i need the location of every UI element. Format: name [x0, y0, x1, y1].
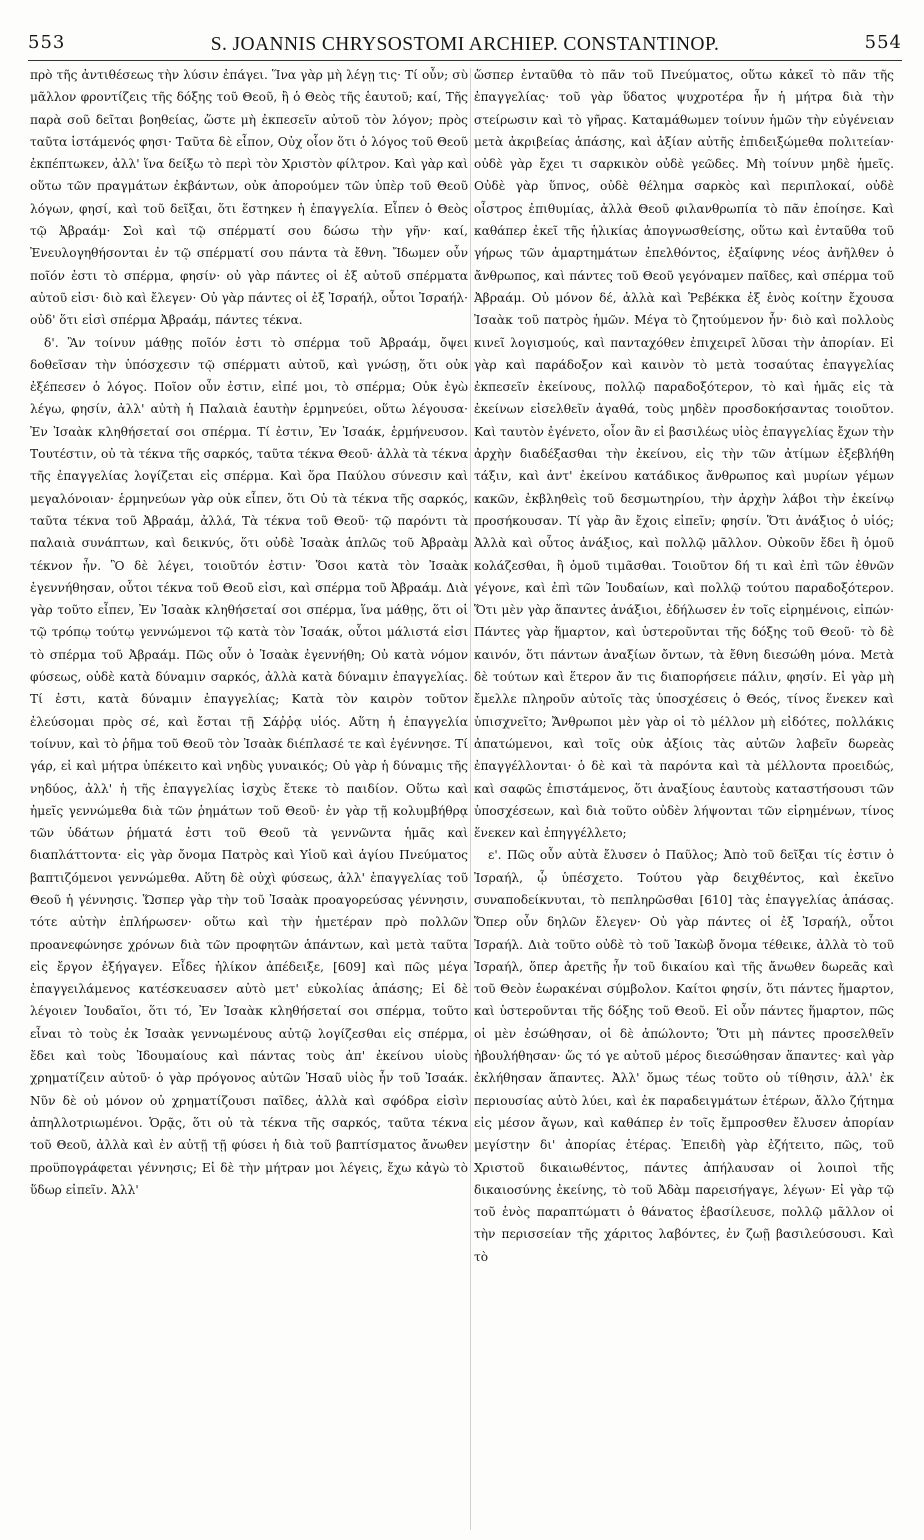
column-divider [470, 68, 471, 1530]
page-number-right: 554 [864, 32, 902, 53]
page-number-left: 553 [28, 32, 66, 53]
left-column [30, 64, 468, 1536]
left-paragraph-1: πρὸ τῆς ἀντιθέσεως τὴν λύσιν ἐπάγει. Ἵνα γὰρ μὴ λέγῃ τις· Τί οὖν; σὺ μᾶλλον φροντίζεις τῆς δόξης τοῦ Θεοῦ, ἢ ὁ Θεὸς τῆς ἑαυτοῦ; καί, Τῆς παρὰ σοῦ δεῖται βοηθείας, ὥστε μὴ ἐκπεσεῖν αὐτοῦ τὸν λόγον; πρὸς ταῦτα ἱστάμενός φησι· Ταῦτα δὲ εἶπον, Οὐχ οἷον ὅτι ὁ λόγος τοῦ Θεοῦ ἐκπέπτωκεν, ἀλλ' ἵνα δείξω τὸ περὶ τὸν Χριστὸν φίλτρον. Καὶ γὰρ καὶ οὕτω τῶν πραγμάτων ἐκβάντων, οὐκ ἀπορούμεν τῶν ὑπὲρ τοῦ Θεοῦ λόγων, φησί, καὶ τοῦ δεῖξαι, ὅτι ἕστηκεν ἡ ἐπαγγελία. Εἶπεν ὁ Θεὸς τῷ Ἀβραάμ· Σοὶ καὶ τῷ σπέρματί σου δώσω τὴν γῆν· καί, Ἐνευλογηθήσονται ἐν τῷ σπέρματί σου πάντα τὰ ἔθνη. Ἴδωμεν οὖν ποῖόν ἐστι τὸ σπέρμα, φησίν· οὐ γὰρ πάντες οἱ ἐξ αὐτοῦ σπέρματα αὐτοῦ εἰσι· διὸ καὶ ἔλεγεν· Οὐ γὰρ πάντες οἱ ἐξ Ἰσραήλ, οὗτοι Ἰσραήλ· οὐδ' ὅτι εἰσὶ σπέρμα Ἀβραάμ, πάντες τέκνα. [30, 68, 468, 328]
running-title: S. JOANNIS CHRYSOSTOMI ARCHIEP. CONSTANTINOP. [210, 34, 720, 55]
right-paragraph-1: ὥσπερ ἐνταῦθα τὸ πᾶν τοῦ Πνεύματος, οὕτω κἀκεῖ τὸ πᾶν τῆς ἐπαγγελίας· τοῦ γὰρ ὕδατος ψυχροτέρα ἦν ἡ μήτρα διὰ τὴν στείρωσιν καὶ τὸ γῆρας. Καταμάθωμεν τοίνυν ἡμῶν τὴν εὐγένειαν μετὰ ἀκριβείας ἁπάσης, καὶ ἀξίαν αὐτῆς ἐπιδειξώμεθα πολιτείαν· οὐδὲ γὰρ ἔχει τι σαρκικὸν οὐδὲ γεῶδες. Μὴ τοίνυν μηδὲ ἡμεῖς. Οὐδὲ γὰρ ὕπνος, οὐδὲ θέλημα σαρκὸς καὶ περιπλοκαί, οὐδὲ οἶστρος ἐπιθυμίας, ἀλλὰ Θεοῦ φιλανθρωπία τὸ πᾶν ἐποίησε. Καὶ καθάπερ ἐκεῖ τῆς ἡλικίας ἀπογνωσθείσης, οὕτω καὶ ἐνταῦθα τοῦ γήρως τῶν ἁμαρτημάτων ἐπελθόντος, ἐξαίφνης νέος ἀνῆλθεν ὁ ἄνθρωπος, καὶ πάντες τοῦ Θεοῦ γεγόναμεν παῖδες, καὶ σπέρμα τοῦ Ἀβραάμ. Οὐ μόνον δέ, ἀλλὰ καὶ Ῥεβέκκα ἐξ ἑνὸς κοίτην ἔχουσα Ἰσαὰκ τοῦ πατρὸς ἡμῶν. Μέγα τὸ ζητούμενον ἦν· διὸ καὶ πολλοὺς κινεῖ λογισμούς, καὶ πανταχόθεν ἐπιχειρεῖ λῦσαι τὴν ἀπορίαν. Εἰ γὰρ καὶ παράδοξον καὶ καινὸν τὸ μετὰ τοσαύτας ἐπαγγελίας ἐκπεσεῖν ἐκείνους, πολλῷ παραδοξότερον, τὸ καὶ ἡμᾶς εἰς τὰ ἐκείνων εἰσελθεῖν ἀγαθά, τοὺς μηδὲν προσδοκήσαντας τοιοῦτον. Καὶ ταυτὸν ἐγένετο, οἷον ἂν εἰ βασιλέως υἱὸς ἐπαγγελίας ἔχων τὴν ἀρχὴν διαδέξασθαι τὴν ἐκείνου, εἰς τὴν τῶν ἀτίμων ἐξεβλήθη τάξιν, καὶ ἀντ' ἐκείνου κατάδικος ἄνθρωπος καὶ μυρίων γέμων κακῶν, ἐκβληθεὶς τοῦ δεσμωτηρίου, τὴν ἀρχὴν λάβοι τὴν ἐκείνῳ προσήκουσαν. Τί γὰρ ἂν ἔχοις εἰπεῖν; φησίν. Ὅτι ἀνάξιος ὁ υἱός; Ἀλλὰ καὶ οὗτος ἀνάξιος, καὶ πολλῷ μᾶλλον. Οὐκοῦν ἔδει ἢ ὁμοῦ κολάζεσθαι, ἢ ὁμοῦ τιμᾶσθαι. Τοιοῦτον δή τι καὶ ἐπὶ τῶν ἐθνῶν γέγονε, καὶ ἐπὶ τῶν Ἰουδαίων, καὶ πολλῷ τούτου παραδοξότερον. Ὅτι μὲν γὰρ ἅπαντες ἀνάξιοι, ἐδήλωσεν ἐν τοῖς εἰρημένοις, εἰπών· Πάντες γὰρ ἥμαρτον, καὶ ὑστεροῦνται τῆς δόξης τοῦ Θεοῦ· τὸ δὲ καινόν, ὅτι πάντων ἀναξίων ὄντων, τὰ ἔθνη διεσώθη μόνα. Μετὰ δὲ τούτων καὶ ἕτερον ἄν τις διαπορήσειε πάλιν, φησίν. Εἰ γὰρ μὴ ἔμελλε πληροῦν αὐτοῖς τὰς ὑποσχέσεις ὁ Θεός, τίνος ἕνεκεν καὶ ὑπισχνεῖτο; Ἄνθρωποι μὲν γὰρ οἱ τὸ μέλλον μὴ εἰδότες, πολλάκις ἀπατώμενοι, καὶ τοῖς οὐκ ἀξίοις τὰς αὐτῶν λαβεῖν δωρεὰς ἐπαγγέλλονται· ὁ δὲ καὶ τὰ παρόντα καὶ τὰ μέλλοντα προειδώς, καὶ σαφῶς ἐπιστάμενος, ὅτι ἀναξίους ἑαυτοὺς καταστήσουσι τῶν ὑποσχέσεων, καὶ διὰ τοῦτο οὐδὲν λήψονται τῶν εἰρημένων, τίνος ἕνεκεν καὶ ἐπηγγέλλετο; [474, 68, 894, 841]
running-header [28, 28, 902, 58]
right-paragraph-2: ε'. Πῶς οὖν αὐτὰ ἔλυσεν ὁ Παῦλος; Ἀπὸ τοῦ δεῖξαι τίς ἐστιν ὁ Ἰσραήλ, ᾧ ὑπέσχετο. Τούτου γὰρ δειχθέντος, καὶ ἐκεῖνο συναποδείκνυται, τὸ πεπληρῶσθαι [610] τὰς ἐπαγγελίας ἁπάσας. Ὅπερ οὖν δηλῶν ἔλεγεν· Οὐ γὰρ πάντες οἱ ἐξ Ἰσραήλ, οὗτοι Ἰσραήλ. Διὰ τοῦτο οὐδὲ τὸ τοῦ Ἰακὼβ ὄνομα τέθεικε, ἀλλὰ τὸ τοῦ Ἰσραήλ, ὅπερ ἀρετῆς ἦν τοῦ δικαίου καὶ τῆς ἄνωθεν δωρεᾶς καὶ τοῦ Θεὸν ἑωρακέναι σύμβολον. Καίτοι φησίν, ὅτι πάντες ἥμαρτον, καὶ ὑστεροῦνται τῆς δόξης τοῦ Θεοῦ. Εἰ οὖν πάντες ἥμαρτον, πῶς οἱ μὲν ἐσώθησαν, οἱ δὲ ἀπώλοντο; Ὅτι μὴ πάντες προσελθεῖν ἠβουλήθησαν· ὥς τό γε αὐτοῦ μέρος διεσώθησαν ἅπαντες· καὶ γὰρ ἐκλήθησαν ἅπαντες. Ἀλλ' ὅμως τέως τοῦτο οὐ τίθησιν, ἀλλ' ἐκ περιουσίας αὐτὸ λύει, καὶ ἐκ παραδειγμάτων ἑτέρων, ἄλλο ζήτημα εἰς μέσον ἄγων, καὶ καθάπερ ἐν τοῖς ἔμπροσθεν ἔλυσεν ἀπορίαν μεγίστην δι' ἀπορίας ἑτέρας. Ἐπειδὴ γὰρ ἐζήτειτο, πῶς, τοῦ Χριστοῦ δικαιωθέντος, πάντες ἀπήλαυσαν οἱ λοιποὶ τῆς δικαιοσύνης ἐκείνης, τὸ τοῦ Ἀδὰμ παρεισήγαγε, λέγων· Εἰ γὰρ τῷ τοῦ ἑνὸς παραπτώματι ὁ θάνατος ἐβασίλευσε, πολλῷ μᾶλλον οἱ τὴν περισσείαν τῆς χάριτος λαβόντες, ἐν ζωῇ βασιλεύσουσι. Καὶ τὸ [474, 848, 894, 1264]
left-paragraph-2: δ'. Ἂν τοίνυν μάθῃς ποῖόν ἐστι τὸ σπέρμα τοῦ Ἀβραάμ, ὄψει δοθεῖσαν τὴν ὑπόσχεσιν τῷ σπέρματι αὐτοῦ, καὶ γνώσῃ, ὅτι οὐκ ἐξέπεσεν ὁ λόγος. Ποῖον οὖν ἐστιν, εἰπέ μοι, τὸ σπέρμα; Οὐκ ἐγὼ λέγω, φησίν, ἀλλ' αὐτὴ ἡ Παλαιὰ ἑαυτὴν ἑρμηνεύει, οὕτω λέγουσα· Ἐν Ἰσαὰκ κληθήσεταί σοι σπέρμα. Τί ἐστιν, Ἐν Ἰσαάκ, ἑρμήνευσον. Τουτέστιν, οὐ τὰ τέκνα τῆς σαρκός, ταῦτα τέκνα Θεοῦ· ἀλλὰ τὰ τέκνα τῆς ἐπαγγελίας λογίζεται εἰς σπέρμα. Καὶ ὅρα Παύλου σύνεσιν καὶ μεγαλόνοιαν· ἑρμηνεύων γὰρ οὐκ εἶπεν, ὅτι Οὐ τὰ τέκνα τῆς σαρκός, ταῦτα τέκνα τοῦ Ἀβραάμ, ἀλλά, Τὰ τέκνα τοῦ Θεοῦ· τῷ παρόντι τὰ παλαιὰ συνάπτων, καὶ δεικνύς, ὅτι οὐδὲ Ἰσαὰκ ἁπλῶς τοῦ Ἀβραὰμ τέκνον ἦν. Ὃ δὲ λέγει, τοιοῦτόν ἐστιν· Ὅσοι κατὰ τὸν Ἰσαὰκ ἐγεννήθησαν, οὗτοι τέκνα τοῦ Θεοῦ εἰσι, καὶ σπέρμα τοῦ Ἀβραάμ. Διὰ γὰρ τοῦτο εἶπεν, Ἐν Ἰσαὰκ κληθήσεταί σοι σπέρμα, ἵνα μάθῃς, ὅτι οἱ τῷ τρόπῳ τούτῳ γεννώμενοι τῷ κατὰ τὸν Ἰσαάκ, οὗτοι μάλιστά εἰσι τὸ σπέρμα τοῦ Ἀβραάμ. Πῶς οὖν ὁ Ἰσαὰκ ἐγεννήθη; Οὐ κατὰ νόμον φύσεως, οὐδὲ κατὰ δύναμιν σαρκός, ἀλλὰ κατὰ δύναμιν ἐπαγγελίας. Τί ἐστι, κατὰ δύναμιν ἐπαγγελίας; Κατὰ τὸν καιρὸν τοῦτον ἐλεύσομαι πρὸς σέ, καὶ ἔσται τῇ Σάῤῥᾳ υἱός. Αὕτη ἡ ἐπαγγελία τοίνυν, καὶ τὸ ῥῆμα τοῦ Θεοῦ τὸν Ἰσαὰκ διέπλασέ τε καὶ ἐγέννησε. Τί γάρ, εἰ καὶ μήτρα ὑπέκειτο καὶ νηδὺς γυναικός; Οὐ γὰρ ἡ δύναμις τῆς νηδύος, ἀλλ' ἡ τῆς ἐπαγγελίας ἰσχὺς ἔτεκε τὸ παιδίον. Οὕτω καὶ ἡμεῖς γεννώμεθα διὰ τῶν ῥημάτων τοῦ Θεοῦ· ἐν γὰρ τῇ κολυμβήθρᾳ τῶν ὑδάτων ῥήματά ἐστι τοῦ Θεοῦ τὰ γεννῶντα ἡμᾶς καὶ διαπλάττοντα· εἰς γὰρ ὄνομα Πατρὸς καὶ Υἱοῦ καὶ ἁγίου Πνεύματος βαπτιζόμενοι γεννώμεθα. Αὕτη δὲ οὐχὶ φύσεως, ἀλλ' ἐπαγγελίας τοῦ Θεοῦ ἡ γέννησις. Ὥσπερ γὰρ τὴν τοῦ Ἰσαὰκ προαγορεύσας γέννησιν, τότε αὐτὴν ἐπλήρωσεν· οὕτω καὶ τὴν ἡμετέραν πρὸ πολλῶν προανεφώνησε χρόνων διὰ τῶν προφητῶν ἁπάντων, καὶ μετὰ ταῦτα εἰς ἔργον ἐξήγαγεν. Εἶδες ἡλίκον ἀπέδειξε, [609] καὶ πῶς μέγα ἐπαγγειλάμενος κατέσκευασεν αὐτὸ μετ' εὐκολίας ἁπάσης; Εἰ δὲ λέγοιεν Ἰουδαῖοι, ὅτι τό, Ἐν Ἰσαὰκ κληθήσεταί σοι σπέρμα, τοῦτο εἶναι τὸ τοὺς ἐκ Ἰσαὰκ γεννωμένους αὐτῷ λογίζεσθαι εἰς σπέρμα, ἔδει καὶ τοὺς Ἰδουμαίους καὶ πάντας τοὺς ἀπ' ἐκείνου υἱοὺς χρηματίζειν αὐτοῦ· ὁ γὰρ πρόγονος αὐτῶν Ἡσαῦ υἱὸς ἦν τοῦ Ἰσαάκ. Νῦν δὲ οὐ μόνον οὐ χρηματίζουσι παῖδες, ἀλλὰ καὶ σφόδρα εἰσὶν ἀπηλλοτριωμένοι. Ὁρᾷς, ὅτι οὐ τὰ τέκνα τῆς σαρκός, ταῦτα τέκνα τοῦ Θεοῦ, ἀλλὰ καὶ ἐν αὐτῇ τῇ φύσει ἡ διὰ τοῦ βαπτίσματος ἄνωθεν προϋπογράφεται γέννησις; Εἰ δὲ τὴν μήτραν μοι λέγεις, ἔχω κἀγὼ τὸ ὕδωρ εἰπεῖν. Ἀλλ' [30, 335, 468, 1197]
right-column [474, 64, 894, 1536]
header-rule [28, 60, 902, 61]
